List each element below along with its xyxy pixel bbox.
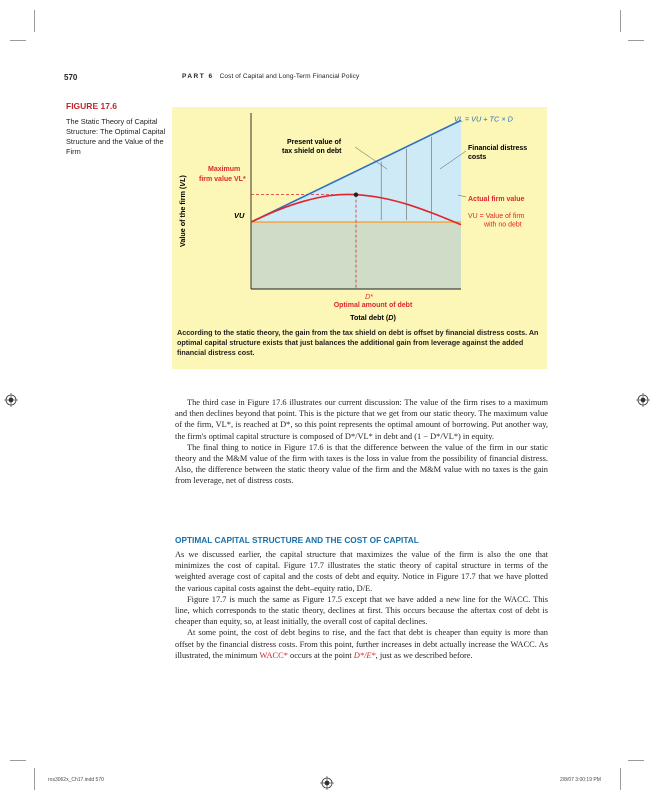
vl-equation-part1: VL = VU + TC xyxy=(454,114,500,124)
wacc-star: WACC* xyxy=(259,650,288,660)
vu-tick-label: VU xyxy=(234,211,245,220)
registration-mark-icon xyxy=(636,393,650,407)
crop-mark xyxy=(628,760,644,761)
body-text-top xyxy=(175,397,548,487)
x-axis-label: Total debt (D) xyxy=(350,313,396,322)
vl-equation-label xyxy=(454,115,514,124)
part-title: Cost of Capital and Long-Term Financial Policy xyxy=(219,73,360,80)
optimum-point xyxy=(354,192,358,196)
crop-mark xyxy=(628,40,644,41)
figure-label: FIGURE 17.6 xyxy=(66,101,118,111)
vu-description-2: with no debt xyxy=(484,221,522,229)
crop-mark xyxy=(10,760,26,761)
figure-caption: According to the static theory, the gain from the tax shield on debt is offset by financial distress costs. An optimal capital structure exists that just balances the additional gain from leverage against the added financial distress cost. xyxy=(177,328,539,357)
de-star: D*/E* xyxy=(353,650,376,660)
max-firm-value-label-1: Maximum xyxy=(208,166,241,173)
pv-tax-shield-label-1: Present value of xyxy=(287,139,342,146)
running-head xyxy=(182,73,359,80)
paragraph: The final thing to notice in Figure 17.6 is that the difference between the value of the firm in our static theory and the M&M value of the firm with taxes is the loss in value from the possibility of financial distress. Also, the difference between the static theory value of the firm and the M&M value with no taxes is the gain from leverage, net of distress costs. xyxy=(175,442,548,486)
crop-mark xyxy=(10,40,26,41)
crop-mark xyxy=(34,10,35,32)
page-number: 570 xyxy=(64,73,78,82)
distress-costs-label-1: Financial distress xyxy=(468,145,528,152)
dstar-label: D* xyxy=(365,294,373,301)
crop-mark xyxy=(620,768,621,790)
vl-equation-part2: × D xyxy=(499,114,513,124)
paragraph: As we discussed earlier, the capital structure that maximizes the value of the firm is also the one that minimizes the cost of capital. Figure 17.7 illustrates the static theory of capital structure in terms of the weighted average cost of capital and the costs of debt and equity. Notice in Figure 17.7 that we have plotted the various capital costs against the debt–equity ratio, D/E. xyxy=(175,550,548,593)
crop-mark xyxy=(34,768,35,790)
paragraph: At some point, the cost of debt begins to rise, and the fact that debt is cheaper than equity is more than offset by the financial distress costs. From this point, further increases in debt actually increase the WACC. As illustrated, the minimum WACC* occurs at the point D*/E*, just as we described before. xyxy=(175,628,548,660)
registration-mark-icon xyxy=(320,776,334,790)
footer-filename: ros3062x_Ch17.indd 570 xyxy=(48,777,104,783)
crop-mark xyxy=(620,10,621,32)
y-axis-label: Value of the firm (VL) xyxy=(178,175,187,247)
footer-timestamp: 2/8/07 3:00:19 PM xyxy=(560,777,601,783)
optimal-debt-label: Optimal amount of debt xyxy=(333,302,413,309)
max-firm-value-label-2: firm value VL* xyxy=(199,176,246,183)
section-heading: OPTIMAL CAPITAL STRUCTURE AND THE COST OF CAPITAL xyxy=(175,535,419,545)
paragraph: Figure 17.7 is much the same as Figure 17.5 except that we have added a new line for the WACC. This line, which corresponds to the static theory, declines at first. This occurs because the aftertax cost of debt is cheaper than equity, so, at least initially, the overall cost of capital declines. xyxy=(175,594,548,627)
pv-tax-shield-label-2: tax shield on debt xyxy=(282,148,342,155)
body-text-bottom xyxy=(175,549,548,661)
figure-title: The Static Theory of Capital Structure: The Optimal Capital Structure and the Value of the Firm xyxy=(66,117,166,156)
actual-value-label: Actual firm value xyxy=(468,196,525,203)
paragraph: The third case in Figure 17.6 illustrates our current discussion: The value of the firm rises to a maximum and then declines beyond that point. This is the picture that we get from our static theory. The maximum value of the firm, VL*, is reached at D*, so this point represents the optimal amount of borrowing. Put another way, the firm's optimal capital structure is composed of D*/VL* in debt and (1 − D*/VL*) in equity. xyxy=(175,398,548,441)
part-label: PART 6 xyxy=(182,73,214,80)
distress-costs-label-2: costs xyxy=(468,154,487,161)
vu-description-1: VU = Value of firm xyxy=(468,213,525,220)
registration-mark-icon xyxy=(4,393,18,407)
